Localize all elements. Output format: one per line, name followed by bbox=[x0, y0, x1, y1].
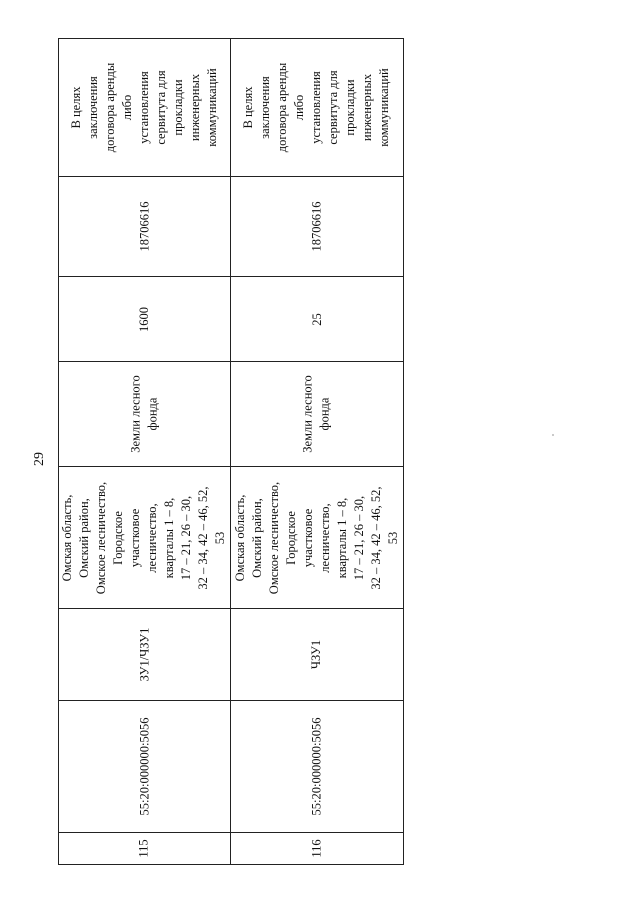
cell-text-line: В целях bbox=[69, 86, 83, 129]
land-category-cell bbox=[231, 362, 403, 466]
cell-text-line: 17 – 21, 26 – 30, bbox=[179, 495, 194, 580]
row-number-cell bbox=[231, 833, 403, 864]
cell-text-line: 32 – 34, 42 – 46, 52, bbox=[369, 485, 383, 590]
cell-text-line: В целях bbox=[241, 86, 256, 129]
cell-text-line: установления bbox=[137, 71, 151, 144]
location-cell bbox=[59, 467, 230, 608]
cell-text-line: инженерных bbox=[188, 73, 202, 142]
cell-text-line: 53 bbox=[213, 531, 228, 544]
cell-text-line: 53 bbox=[386, 531, 400, 544]
cell-text: 55:20:000000:5056 bbox=[136, 717, 151, 816]
table-border-bottom bbox=[58, 864, 404, 865]
area-cell bbox=[231, 277, 403, 361]
cell-text-line: коммуникаций bbox=[377, 68, 392, 147]
cell-text-line: Омская область, bbox=[60, 494, 75, 581]
plot-designation-cell bbox=[59, 609, 230, 700]
table-border-right bbox=[403, 38, 404, 865]
code-cell bbox=[59, 177, 230, 276]
cell-text-line: либо bbox=[120, 94, 134, 121]
cell-text-line: Омское лесничество, bbox=[267, 481, 281, 594]
page-number: 29 bbox=[32, 452, 47, 466]
cell-text: 116 bbox=[309, 839, 324, 858]
cell-text-line: Омский район, bbox=[77, 497, 92, 578]
cell-text: 25 bbox=[309, 312, 324, 326]
cell-text-line: договора аренды bbox=[275, 62, 290, 153]
cell-text-line: заключения bbox=[86, 76, 100, 139]
location-cell bbox=[231, 467, 403, 608]
cadastral-number-cell bbox=[59, 701, 230, 832]
cell-text-line: коммуникаций bbox=[205, 68, 219, 147]
cell-text-line: сервитута для bbox=[326, 70, 341, 145]
cell-text: ЗУ1/ЧЗУ1 bbox=[136, 627, 151, 682]
cell-text: ЧЗУ1 bbox=[309, 639, 324, 670]
cell-text-line: установления bbox=[309, 71, 324, 144]
cell-text-line: Земли лесного bbox=[301, 375, 315, 453]
cell-text-line: инженерных bbox=[360, 73, 375, 142]
cell-text-line: сервитута для bbox=[154, 70, 168, 145]
scan-speck bbox=[552, 434, 554, 436]
land-plots-table bbox=[58, 38, 404, 865]
row-number-cell bbox=[59, 833, 230, 864]
cell-text-line: заключения bbox=[258, 76, 273, 139]
land-category-cell bbox=[59, 362, 230, 466]
cell-text: 18706616 bbox=[137, 201, 151, 252]
cell-text-line: прокладки bbox=[343, 79, 358, 136]
cell-text-line: Земли лесного bbox=[128, 375, 143, 453]
cell-text-line: фонда bbox=[145, 397, 160, 431]
purpose-cell bbox=[231, 39, 403, 176]
cell-text-line: лесничество, bbox=[318, 502, 332, 573]
cell-text-line: кварталы 1 – 8, bbox=[335, 497, 349, 578]
cell-text-line: 32 – 34, 42 – 46, 52, bbox=[196, 485, 211, 590]
purpose-cell bbox=[59, 39, 230, 176]
cell-text-line: лесничество, bbox=[145, 502, 160, 573]
cell-text-line: кварталы 1 – 8, bbox=[162, 497, 177, 578]
cell-text-line: Омский район, bbox=[250, 497, 264, 578]
code-cell bbox=[231, 177, 403, 276]
cell-text-line: Городское bbox=[284, 510, 298, 565]
cell-text-line: либо bbox=[292, 94, 307, 121]
cell-text-line: Омское лесничество, bbox=[94, 481, 109, 594]
cell-text: 115 bbox=[136, 839, 151, 858]
cell-text-line: 17 – 21, 26 – 30, bbox=[352, 495, 366, 580]
cell-text-line: участковое bbox=[128, 508, 143, 567]
cell-text-line: участковое bbox=[301, 508, 315, 567]
cell-text-line: фонда bbox=[318, 397, 332, 431]
cell-text-line: прокладки bbox=[171, 79, 185, 136]
cadastral-number-cell bbox=[231, 701, 403, 832]
area-cell bbox=[59, 277, 230, 361]
cell-text: 55:20:000000:5056 bbox=[309, 717, 324, 816]
cell-text: 1600 bbox=[137, 306, 151, 332]
cell-text-line: Городское bbox=[111, 510, 126, 565]
cell-text-line: Омская область, bbox=[233, 494, 247, 581]
plot-designation-cell bbox=[231, 609, 403, 700]
cell-text-line: договора аренды bbox=[103, 62, 117, 153]
cell-text: 18706616 bbox=[309, 201, 324, 252]
